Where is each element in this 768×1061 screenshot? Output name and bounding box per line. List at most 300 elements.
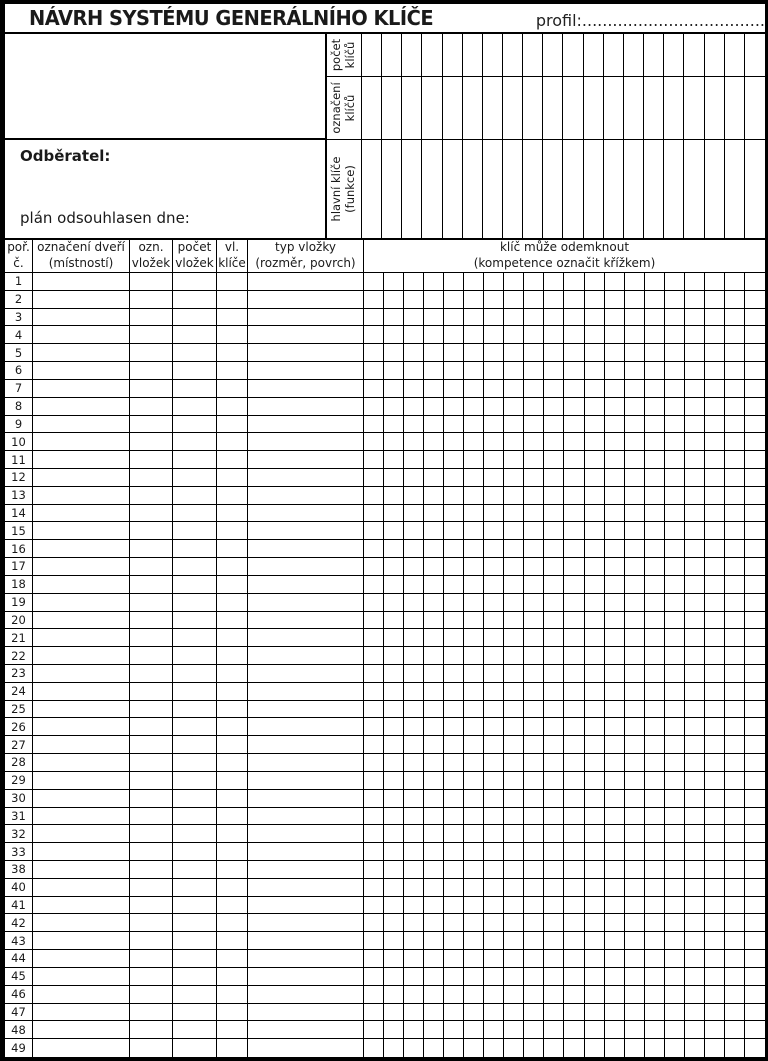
competence-cell (725, 1021, 745, 1038)
competence-cell (645, 629, 665, 646)
competence-cell (585, 914, 605, 931)
competence-cell (424, 914, 444, 931)
competence-cell (564, 683, 584, 700)
key-competence-row-grid (364, 808, 765, 825)
title-row (5, 4, 765, 34)
competence-cell (745, 843, 765, 860)
cylinder-count-cell (173, 968, 217, 985)
competence-cell (444, 861, 464, 878)
competence-cell (464, 647, 484, 664)
competence-cell (564, 451, 584, 468)
competence-cell (424, 505, 444, 522)
competence-cell (645, 897, 665, 914)
cylinder-count-cell (173, 594, 217, 611)
table-row (5, 665, 765, 683)
competence-cell (705, 398, 725, 415)
competence-cell (745, 683, 765, 700)
key-competence-row-grid (364, 647, 765, 664)
competence-cell (745, 291, 765, 308)
cylinder-count-cell (173, 309, 217, 326)
competence-cell (404, 932, 424, 949)
competence-cell (585, 825, 605, 842)
competence-cell (404, 469, 424, 486)
grid-cell (382, 77, 402, 139)
competence-cell (685, 309, 705, 326)
door-designation-cell (33, 540, 130, 557)
table-row (5, 861, 765, 879)
competence-cell (504, 1004, 524, 1021)
competence-cell (484, 362, 504, 379)
cylinder-type-cell (248, 665, 364, 682)
competence-cell (625, 433, 645, 450)
competence-cell (665, 398, 685, 415)
key-competence-row-grid (364, 487, 765, 504)
competence-cell (544, 451, 564, 468)
competence-cell (484, 1004, 504, 1021)
competence-cell (745, 309, 765, 326)
competence-cell (665, 843, 685, 860)
competence-cell (464, 558, 484, 575)
competence-cell (544, 718, 564, 735)
row-number: 26 (5, 718, 33, 735)
key-competence-row-grid (364, 362, 765, 379)
competence-cell (725, 968, 745, 985)
cylinder-designation-cell (130, 736, 173, 753)
row-number: 31 (5, 808, 33, 825)
table-row (5, 629, 765, 647)
cylinder-type-cell (248, 344, 364, 361)
competence-cell (524, 701, 544, 718)
key-competence-row-grid (364, 879, 765, 896)
competence-cell (404, 950, 424, 967)
competence-cell (544, 772, 564, 789)
cylinder-designation-cell (130, 380, 173, 397)
key-competence-row-grid (364, 291, 765, 308)
competence-cell (605, 505, 625, 522)
competence-cell (544, 861, 564, 878)
competence-cell (625, 950, 645, 967)
grid-cell (563, 34, 583, 76)
competence-cell (685, 843, 705, 860)
competence-cell (625, 843, 645, 860)
cylinder-designation-cell (130, 309, 173, 326)
competence-cell (444, 843, 464, 860)
competence-cell (524, 1039, 544, 1057)
competence-cell (524, 469, 544, 486)
grid-cell (463, 77, 483, 139)
key-competence-row-grid (364, 701, 765, 718)
competence-cell (705, 273, 725, 290)
key-competence-row-grid (364, 1021, 765, 1038)
competence-cell (444, 808, 464, 825)
competence-cell (404, 897, 424, 914)
competence-cell (605, 772, 625, 789)
competence-cell (484, 986, 504, 1003)
grid-cell (664, 77, 684, 139)
door-designation-cell (33, 986, 130, 1003)
competence-cell (364, 522, 384, 539)
key-count-cell (217, 986, 248, 1003)
competence-cell (504, 986, 524, 1003)
table-row (5, 754, 765, 772)
competence-cell (605, 665, 625, 682)
competence-cell (524, 665, 544, 682)
competence-cell (504, 362, 524, 379)
competence-cell (564, 433, 584, 450)
cylinder-count-cell (173, 808, 217, 825)
competence-cell (725, 950, 745, 967)
cylinder-type-cell (248, 897, 364, 914)
key-competence-row-grid (364, 273, 765, 290)
competence-cell (384, 273, 404, 290)
table-row (5, 718, 765, 736)
cylinder-designation-cell (130, 683, 173, 700)
competence-cell (564, 416, 584, 433)
table-row (5, 1039, 765, 1057)
door-designation-cell (33, 612, 130, 629)
competence-cell (424, 968, 444, 985)
competence-cell (524, 309, 544, 326)
competence-cell (705, 558, 725, 575)
competence-cell (404, 736, 424, 753)
competence-cell (524, 540, 544, 557)
cylinder-type-cell (248, 398, 364, 415)
competence-cell (404, 825, 424, 842)
competence-cell (665, 469, 685, 486)
key-count-cell (217, 380, 248, 397)
competence-cell (605, 629, 625, 646)
competence-cell (384, 398, 404, 415)
competence-cell (564, 808, 584, 825)
row-number: 23 (5, 665, 33, 682)
competence-cell (564, 879, 584, 896)
grid-cell (664, 34, 684, 76)
grid-cell (684, 34, 704, 76)
competence-cell (484, 451, 504, 468)
competence-cell (625, 897, 645, 914)
competence-cell (524, 754, 544, 771)
competence-cell (364, 683, 384, 700)
competence-cell (564, 487, 584, 504)
door-designation-cell (33, 718, 130, 735)
competence-cell (424, 309, 444, 326)
cylinder-type-cell (248, 914, 364, 931)
competence-cell (564, 558, 584, 575)
competence-cell (685, 861, 705, 878)
competence-cell (544, 932, 564, 949)
cylinder-count-cell (173, 612, 217, 629)
competence-cell (685, 736, 705, 753)
cylinder-designation-cell (130, 772, 173, 789)
competence-cell (685, 932, 705, 949)
grid-cell (745, 77, 765, 139)
competence-cell (464, 754, 484, 771)
competence-cell (605, 522, 625, 539)
competence-cell (585, 612, 605, 629)
competence-cell (364, 1039, 384, 1057)
key-count-cell (217, 540, 248, 557)
cylinder-count-cell (173, 1039, 217, 1057)
competence-cell (665, 665, 685, 682)
competence-cell (364, 897, 384, 914)
competence-cell (725, 665, 745, 682)
competence-cell (424, 362, 444, 379)
competence-cell (424, 594, 444, 611)
competence-cell (745, 986, 765, 1003)
competence-cell (585, 897, 605, 914)
competence-cell (384, 754, 404, 771)
competence-cell (464, 291, 484, 308)
competence-cell (524, 968, 544, 985)
cylinder-designation-cell (130, 950, 173, 967)
competence-cell (464, 416, 484, 433)
door-designation-cell (33, 469, 130, 486)
key-count-cell (217, 914, 248, 931)
cylinder-count-cell (173, 469, 217, 486)
key-competence-row-grid (364, 380, 765, 397)
competence-cell (404, 701, 424, 718)
competence-cell (444, 825, 464, 842)
competence-cell (665, 861, 685, 878)
key-count-cell (217, 594, 248, 611)
competence-cell (544, 914, 564, 931)
cylinder-count-cell (173, 754, 217, 771)
competence-cell (404, 398, 424, 415)
competence-cell (745, 754, 765, 771)
grid-cell (523, 77, 543, 139)
competence-cell (725, 701, 745, 718)
key-count-cell (217, 790, 248, 807)
competence-cell (524, 790, 544, 807)
competence-cell (585, 344, 605, 361)
competence-cell (564, 326, 584, 343)
competence-cell (625, 576, 645, 593)
competence-cell (404, 718, 424, 735)
competence-cell (504, 380, 524, 397)
row-number: 32 (5, 825, 33, 842)
cylinder-designation-cell (130, 540, 173, 557)
competence-cell (625, 968, 645, 985)
cylinder-designation-cell (130, 558, 173, 575)
competence-cell (464, 594, 484, 611)
door-designation-cell (33, 505, 130, 522)
competence-cell (384, 718, 404, 735)
competence-cell (544, 487, 564, 504)
key-count-cell (217, 309, 248, 326)
competence-cell (504, 540, 524, 557)
competence-cell (685, 326, 705, 343)
cylinder-count-cell (173, 505, 217, 522)
key-competence-row-grid (364, 950, 765, 967)
competence-cell (705, 772, 725, 789)
competence-cell (645, 594, 665, 611)
competence-cell (524, 718, 544, 735)
competence-cell (464, 790, 484, 807)
competence-cell (544, 576, 564, 593)
competence-cell (585, 790, 605, 807)
key-competence-row-grid (364, 1004, 765, 1021)
key-competence-row-grid (364, 326, 765, 343)
competence-cell (745, 362, 765, 379)
competence-cell (625, 505, 645, 522)
competence-cell (564, 1039, 584, 1057)
competence-cell (605, 986, 625, 1003)
key-competence-row-grid (364, 790, 765, 807)
competence-cell (424, 1021, 444, 1038)
competence-cell (444, 522, 464, 539)
competence-cell (544, 380, 564, 397)
competence-cell (625, 540, 645, 557)
competence-cell (364, 576, 384, 593)
competence-cell (665, 1039, 685, 1057)
competence-cell (585, 273, 605, 290)
competence-cell (524, 594, 544, 611)
competence-cell (725, 469, 745, 486)
competence-cell (484, 1039, 504, 1057)
door-designation-cell (33, 897, 130, 914)
competence-cell (705, 968, 725, 985)
row-number: 29 (5, 772, 33, 789)
key-competence-row-grid (364, 825, 765, 842)
row-number: 5 (5, 344, 33, 361)
competence-cell (564, 612, 584, 629)
competence-cell (705, 487, 725, 504)
competence-cell (665, 1004, 685, 1021)
competence-cell (364, 665, 384, 682)
competence-cell (625, 665, 645, 682)
competence-cell (605, 718, 625, 735)
competence-cell (504, 291, 524, 308)
competence-cell (424, 612, 444, 629)
competence-cell (564, 540, 584, 557)
cylinder-count-cell (173, 843, 217, 860)
competence-cell (745, 790, 765, 807)
grid-cell (382, 140, 402, 238)
competence-cell (524, 1004, 544, 1021)
competence-cell (705, 1004, 725, 1021)
table-row (5, 843, 765, 861)
door-designation-cell (33, 701, 130, 718)
key-count-cell (217, 1039, 248, 1057)
competence-cell (745, 718, 765, 735)
competence-cell (745, 540, 765, 557)
door-designation-cell (33, 433, 130, 450)
competence-cell (524, 416, 544, 433)
competence-cell (745, 326, 765, 343)
competence-cell (524, 736, 544, 753)
grid-cell (563, 77, 583, 139)
grid-cell (644, 34, 664, 76)
competence-cell (705, 665, 725, 682)
competence-cell (444, 398, 464, 415)
competence-cell (484, 416, 504, 433)
competence-cell (404, 273, 424, 290)
door-designation-cell (33, 665, 130, 682)
competence-cell (424, 683, 444, 700)
cylinder-count-cell (173, 914, 217, 931)
competence-cell (725, 380, 745, 397)
competence-cell (484, 344, 504, 361)
key-competence-row-grid (364, 986, 765, 1003)
competence-cell (444, 291, 464, 308)
competence-cell (524, 950, 544, 967)
cylinder-designation-cell (130, 914, 173, 931)
header-key-count: vl. klíče (217, 240, 248, 272)
competence-cell (665, 326, 685, 343)
competence-cell (725, 612, 745, 629)
competence-cell (544, 612, 564, 629)
competence-cell (384, 861, 404, 878)
key-count-cell (217, 469, 248, 486)
competence-cell (665, 505, 685, 522)
competence-cell (705, 326, 725, 343)
competence-cell (424, 522, 444, 539)
competence-cell (685, 540, 705, 557)
cylinder-count-cell (173, 825, 217, 842)
key-competence-row-grid (364, 558, 765, 575)
cylinder-count-cell (173, 326, 217, 343)
table-body (5, 273, 765, 1057)
row-number: 22 (5, 647, 33, 664)
competence-cell (564, 950, 584, 967)
competence-cell (364, 594, 384, 611)
competence-cell (464, 433, 484, 450)
cylinder-count-cell (173, 1021, 217, 1038)
competence-cell (645, 861, 665, 878)
cylinder-type-cell (248, 932, 364, 949)
competence-cell (625, 914, 645, 931)
competence-cell (564, 861, 584, 878)
competence-cell (725, 309, 745, 326)
competence-cell (364, 701, 384, 718)
competence-cell (484, 522, 504, 539)
competence-cell (564, 647, 584, 664)
competence-cell (745, 522, 765, 539)
competence-cell (585, 540, 605, 557)
competence-cell (524, 843, 544, 860)
competence-cell (364, 398, 384, 415)
competence-cell (544, 416, 564, 433)
competence-cell (364, 344, 384, 361)
competence-cell (725, 647, 745, 664)
cylinder-designation-cell (130, 291, 173, 308)
row-number: 14 (5, 505, 33, 522)
competence-cell (424, 380, 444, 397)
competence-cell (665, 736, 685, 753)
cylinder-designation-cell (130, 861, 173, 878)
competence-cell (484, 487, 504, 504)
competence-cell (364, 326, 384, 343)
key-competence-row-grid (364, 522, 765, 539)
key-designation-rotated-label: označení klíčů (327, 77, 362, 139)
cylinder-type-cell (248, 612, 364, 629)
competence-cell (464, 469, 484, 486)
competence-cell (725, 1004, 745, 1021)
competence-cell (605, 1004, 625, 1021)
competence-cell (665, 772, 685, 789)
competence-cell (665, 612, 685, 629)
competence-cell (725, 398, 745, 415)
competence-cell (645, 914, 665, 931)
table-row (5, 273, 765, 291)
competence-cell (564, 665, 584, 682)
table-row (5, 576, 765, 594)
cylinder-count-cell (173, 772, 217, 789)
competence-cell (444, 718, 464, 735)
competence-cell (524, 326, 544, 343)
competence-cell (725, 914, 745, 931)
competence-cell (625, 647, 645, 664)
